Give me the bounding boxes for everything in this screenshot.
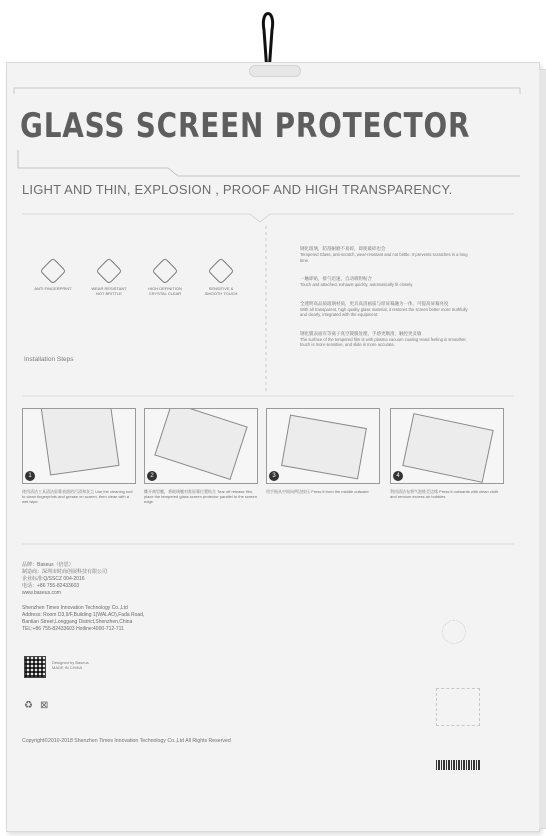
high-definition-icon xyxy=(152,258,178,284)
step-caption: 撕开离型膜，将玻璃膜对准屏幕位置贴合 Tear off release film, place the tempered glass screen protector parallel to the screen edge. xyxy=(144,489,257,505)
design-credit: Designed by Baseus MADE IN CHINA xyxy=(52,660,89,670)
smooth-touch-icon xyxy=(208,258,234,284)
step-illustration xyxy=(390,408,504,484)
spec-item: 钢化膜表面有等离子真空镀膜处理，手感更顺滑，触控更灵敏 The surface of the tempered film is with plasma vacuum coating Hand feeling is smoother, touch is more sensitive, and slide is more accurate. xyxy=(300,330,467,347)
install-step xyxy=(144,408,258,505)
anti-fingerprint-icon xyxy=(40,258,66,284)
wear-resistant-icon xyxy=(96,258,122,284)
feature-high-definition: HIGH DEFINITION CRYSTAL CLEAR xyxy=(146,260,184,296)
product-title: GLASS SCREEN PROTECTOR xyxy=(20,106,471,146)
recycle-icon: ♻ xyxy=(24,700,33,711)
step-caption: 利用清洁布将气泡推至边缘 Press it outwards with clean cloth and remove excess air bubbles xyxy=(390,489,499,500)
install-step xyxy=(390,408,504,499)
no-trash-icon: ⊠ xyxy=(40,700,49,711)
step-number: 3 xyxy=(269,471,279,481)
product-subtitle: LIGHT AND THIN, EXPLOSION , PROOF AND HIGH TRANSPARENCY. xyxy=(22,182,453,197)
company-info: 品牌：Baseus（倍思） 制造商：深圳市时商创展科技有限公司 企业标准:Q/SSCZ 004-2016 电话：+86 755-82433603 www.baseus.com Shenzhen Times Innovation Technology Co.,Ltd Address: Room D3,9/F,Building 1(WALAO),Fada Road, Bantian Street,Longgang District,Shenzhen,China TEL:+86 755-82433603 Hotline:4000-712-711 xyxy=(22,562,145,632)
step-caption: 用手指从中间向两边按压 Press it from the middle outward xyxy=(266,489,369,494)
installation-title: Installation Steps xyxy=(24,356,74,363)
hang-tab-circle xyxy=(442,620,466,644)
step-number: 2 xyxy=(147,471,157,481)
spec-item: 一触即贴，排气迅速，自动吸附贴合 Touch and attached, exhaust quickly, automatically fit closely. xyxy=(300,276,414,287)
spec-item: 全透明高品质玻璃材质，更具高清画质与原屏幕融为一体，可提高屏幕亮度 With all transparent, high quality glass material, it restores the screen better more truthfully and clearly, integrated with the equipment. xyxy=(300,300,468,317)
step-illustration xyxy=(144,408,258,484)
feature-anti-fingerprint: ANTI FINGERPRINT xyxy=(34,260,72,291)
feature-wear-resistant: WEAR RESISTANT NOT BRITTLE xyxy=(90,260,128,296)
copyright-text: Copyright©2010-2018 Shenzhen Times Innovation Technology Co.,Ltd All Rights Reserved xyxy=(22,738,231,744)
step-number: 1 xyxy=(25,471,35,481)
qr-code xyxy=(24,656,46,678)
package-edge xyxy=(539,69,546,829)
barcode xyxy=(436,760,480,770)
spec-list xyxy=(300,246,470,361)
hang-hole xyxy=(249,65,301,77)
label-area xyxy=(436,688,480,726)
feature-smooth-touch: SENSITIVE & SMOOTH TOUCH xyxy=(202,260,240,296)
step-number: 4 xyxy=(393,471,403,481)
step-caption: 使用清洁工具清洁屏幕表面的污渍和灰尘 Use the cleaning tool to clean fingerprints and grease on screen, then clean with a wet wipe. xyxy=(22,489,133,505)
step-illustration xyxy=(266,408,380,484)
install-step xyxy=(266,408,380,494)
spec-item: 钢化玻璃，防刮耐磨不易碎，即使破碎也会 Tempered Glass, anti-scratch, wear-resistant and not brittle. It prevents scratches in a long time. xyxy=(300,246,468,263)
feature-icons xyxy=(34,260,244,310)
step-illustration xyxy=(22,408,136,484)
install-step xyxy=(22,408,136,505)
